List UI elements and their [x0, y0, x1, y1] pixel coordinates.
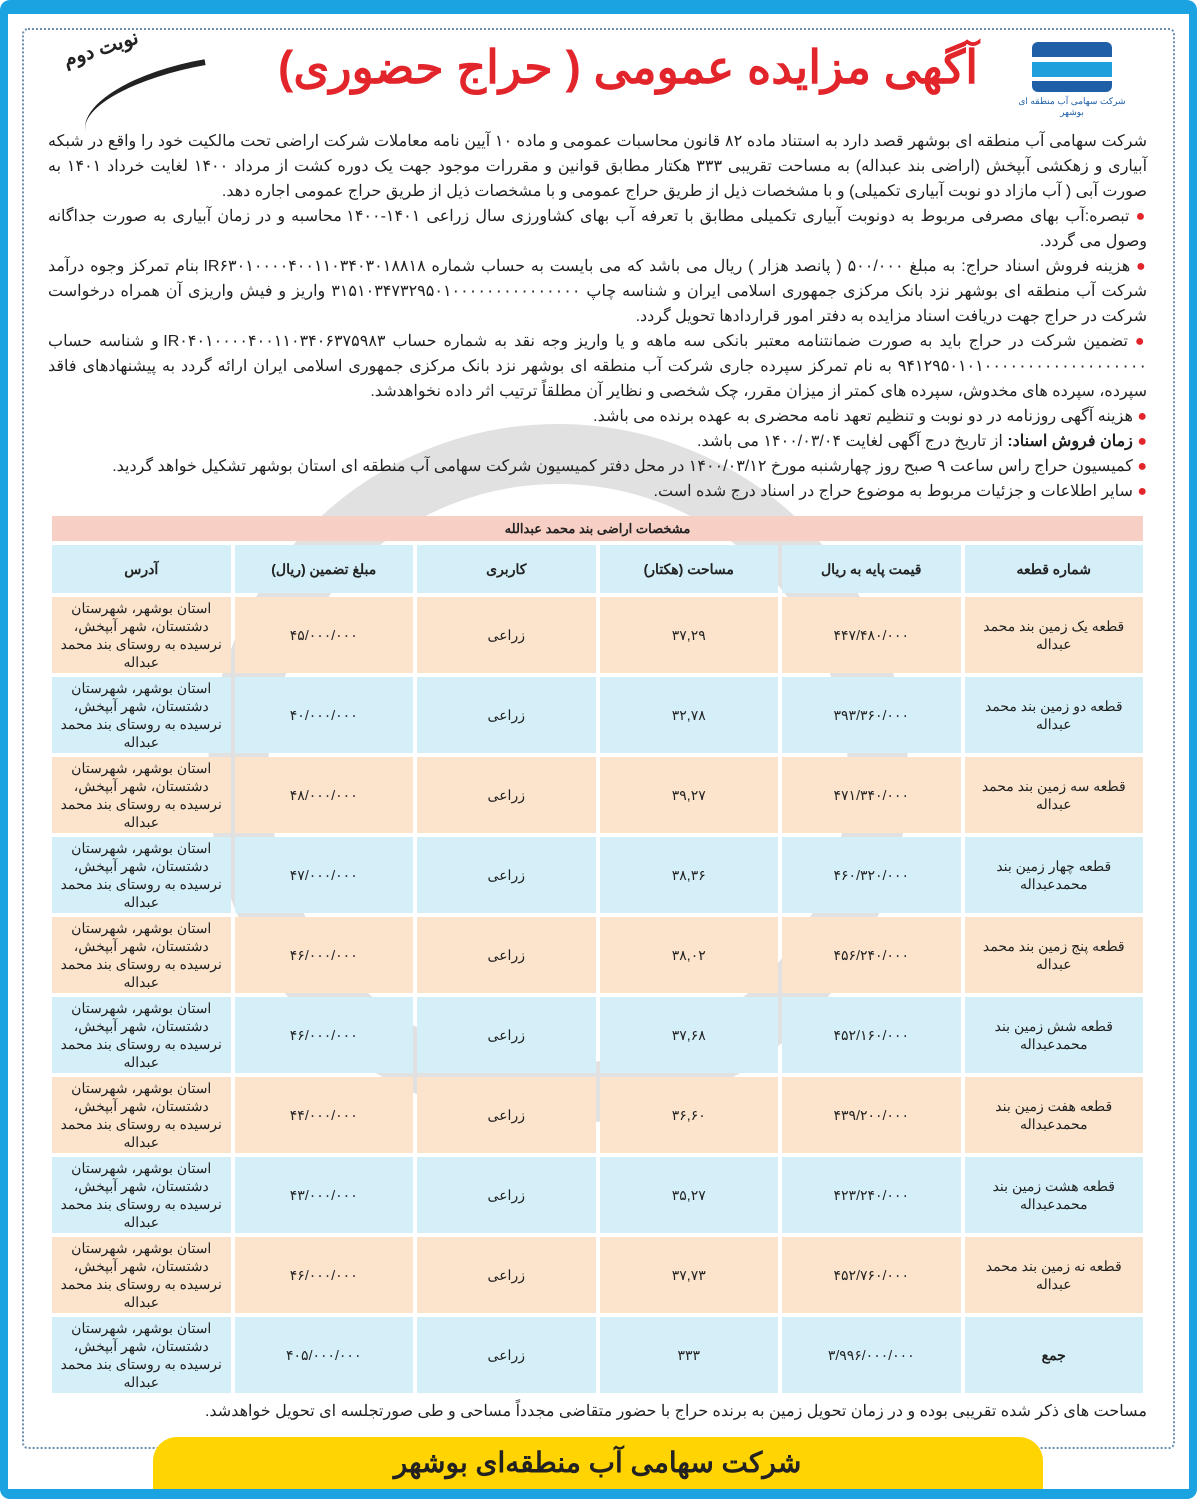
table-cell: ۴۲۳/۲۴۰/۰۰۰ — [782, 1157, 961, 1233]
logo-caption: شرکت سهامی آب منطقه ای بوشهر — [1018, 96, 1126, 117]
table-cell: ۴۶/۰۰۰/۰۰۰ — [235, 917, 414, 993]
table-cell: زراعی — [417, 677, 596, 753]
table-cell: ۴۷۱/۳۴۰/۰۰۰ — [782, 757, 961, 833]
table-cell: قطعه پنج زمین بند محمد عبداله — [965, 917, 1144, 993]
table-cell: استان بوشهر، شهرستان دشتستان، شهر آبپخش، نرسیده به روستای بند محمد عبداله — [52, 1157, 231, 1233]
footnote: مساحت های ذکر شده تقریبی بوده و در زمان تحویل زمین به برنده حراج با حضور متقاضی مجدداً مساحی و طی صورتجلسه ای تحویل خواهدشد. — [204, 1403, 1147, 1420]
table-cell: ۴۶/۰۰۰/۰۰۰ — [235, 997, 414, 1073]
table-cell: ۳۸,۳۶ — [600, 837, 779, 913]
intro-paragraph: شرکت سهامی آب منطقه ای بوشهر قصد دارد به استناد ماده ۸۲ قانون محاسبات عمومی و ماده ۱۰ آیین نامه معاملات شرکت اراضی تحت مالکیت خود را واقع در شبکه آبیاری و زهکشی آبپخش (اراضی بند عبداله) به مساحت تقریبی ۳۳۳ هکتار مطابق قوانین و مقررات موجود جهت یک دوره کشت از مرداد ۱۴۰۰ لغایت خرداد ۱۴۰۱ به صورت آبی ( آب مازاد دو نوبت آبیاری تکمیلی) و با مشخصات ذیل از طریق حراج عمومی و با مشخصات ذیل از طریق حراج عمومی اجاره دهد. — [48, 133, 1148, 200]
table-cell: ۴۶/۰۰۰/۰۰۰ — [235, 1237, 414, 1313]
table-cell: ۴۷/۰۰۰/۰۰۰ — [235, 837, 414, 913]
table-cell: قطعه چهار زمین بند محمدعبداله — [965, 837, 1144, 913]
table-cell: استان بوشهر، شهرستان دشتستان، شهر آبپخش، نرسیده به روستای بند محمد عبداله — [52, 837, 231, 913]
table-cell: ۴۶۰/۳۲۰/۰۰۰ — [782, 837, 961, 913]
table-cell: استان بوشهر، شهرستان دشتستان، شهر آبپخش، نرسیده به روستای بند محمد عبداله — [52, 597, 231, 673]
table-cell: ۴۴/۰۰۰/۰۰۰ — [235, 1077, 414, 1153]
table-row — [52, 1317, 1143, 1393]
bullet-item: ● کمیسیون حراج راس ساعت ۹ صبح روز چهارشنبه مورخ ۱۴۰۰/۰۳/۱۲ در محل دفتر کمیسیون شرکت سهامی آب منطقه ای استان بوشهر تشکیل خواهد گردید. — [112, 458, 1147, 475]
table-row — [52, 1077, 1143, 1153]
table-cell: ۳۹,۲۷ — [600, 757, 779, 833]
ad-content — [48, 129, 1147, 1423]
bullet-item: ● تضمین شرکت در حراج باید به صورت ضمانتنامه معتبر بانکی سه ماهه و یا واریز وجه نقد به شماره حساب IR۰۴۰۱۰۰۰۰۴۰۰۱۱۰۳۴۰۶۳۷۵۹۸۳ و شناسه حساب ۹۴۱۲۹۵۰۱۰۱۰۰۰۰۰۰۰۰۰۰۰۰۰۰۰۰۰۰۰ به نام تمرکز سپرده جاری شرکت آب منطقه ای بوشهر نزد بانک مرکزی جمهوری اسلامی ایران ارائه گردد به پیشنهادهای فاقد سپرده، سپرده های مخدوش، سپرده های کمتر از میزان مقرر، چک شخصی و نظایر آن مطلقاً ترتیب اثر داده نخواهدشد. — [48, 333, 1147, 400]
swoosh-decoration — [77, 59, 214, 131]
footer-company-name: شرکت سهامی آب منطقه‌ای بوشهر — [153, 1437, 1043, 1489]
table-cell: ۴۵/۰۰۰/۰۰۰ — [235, 597, 414, 673]
table-cell: قطعه دو زمین بند محمد عبداله — [965, 677, 1144, 753]
table-cell: قطعه سه زمین بند محمد عبداله — [965, 757, 1144, 833]
table-cell: استان بوشهر، شهرستان دشتستان، شهر آبپخش، نرسیده به روستای بند محمد عبداله — [52, 917, 231, 993]
table-row — [52, 757, 1143, 833]
table-cell: ۳۹۳/۳۶۰/۰۰۰ — [782, 677, 961, 753]
column-header: شماره قطعه — [965, 545, 1144, 593]
column-header: کاربری — [417, 545, 596, 593]
column-header: آدرس — [52, 545, 231, 593]
table-cell: ۳۷,۶۸ — [600, 997, 779, 1073]
land-table — [48, 512, 1147, 1397]
table-caption: مشخصات اراضی بند محمد عبدالله — [52, 516, 1143, 541]
table-cell: جمع — [965, 1317, 1144, 1393]
round-label: نوبت دوم — [60, 26, 142, 72]
table-cell: ۴۳/۰۰۰/۰۰۰ — [235, 1157, 414, 1233]
table-row — [52, 917, 1143, 993]
table-cell: ۴۵۲/۱۶۰/۰۰۰ — [782, 997, 961, 1073]
table-cell: ۴۳۹/۲۰۰/۰۰۰ — [782, 1077, 961, 1153]
table-cell: ۳۷,۲۹ — [600, 597, 779, 673]
table-row — [52, 997, 1143, 1073]
table-cell: ۴۴۷/۴۸۰/۰۰۰ — [782, 597, 961, 673]
table-row — [52, 677, 1143, 753]
column-header: قیمت پایه به ریال — [782, 545, 961, 593]
column-header: مساحت (هکتار) — [600, 545, 779, 593]
table-row — [52, 837, 1143, 913]
table-cell: ۳۵,۲۷ — [600, 1157, 779, 1233]
table-cell: زراعی — [417, 1157, 596, 1233]
table-cell: زراعی — [417, 757, 596, 833]
table-cell: زراعی — [417, 597, 596, 673]
bullet-item: ● سایر اطلاعات و جزئیات مربوط به موضوع حراج در اسناد درج شده است. — [653, 483, 1147, 500]
table-row — [52, 1237, 1143, 1313]
table-cell: ۳۳۳ — [600, 1317, 779, 1393]
table-cell: قطعه هشت زمین بند محمدعبداله — [965, 1157, 1144, 1233]
table-cell: استان بوشهر، شهرستان دشتستان، شهر آبپخش، نرسیده به روستای بند محمد عبداله — [52, 677, 231, 753]
column-header: مبلغ تضمین (ریال) — [235, 545, 414, 593]
table-cell: زراعی — [417, 1237, 596, 1313]
bullet-item: ● تبصره:آب بهای مصرفی مربوط به دونوبت آبیاری تکمیلی مطابق با تعرفه آب بهای کشاورزی سال زراعی ۱۴۰۱-۱۴۰۰ محاسبه و در زمان آبیاری به صورت جداگانه وصول می گردد. — [48, 208, 1147, 250]
table-cell: استان بوشهر، شهرستان دشتستان، شهر آبپخش، نرسیده به روستای بند محمد عبداله — [52, 757, 231, 833]
table-cell: ۴۰/۰۰۰/۰۰۰ — [235, 677, 414, 753]
bullet-item: ● هزینه فروش اسناد حراج: به مبلغ ۵۰۰/۰۰۰ ( پانصد هزار ) ریال می باشد که می بایست به حساب شماره IR۶۳۰۱۰۰۰۰۴۰۰۱۱۰۳۴۰۳۰۱۸۸۱۸ بنام تمرکز وجوه درآمد شرکت آب منطقه ای بوشهر نزد بانک مرکزی جمهوری اسلامی ایران و شناسه چاپ ۳۱۵۱۰۳۴۷۳۲۹۵۰۱۰۰۰۰۰۰۰۰۰۰۰۰۰۰۰ واریز و فیش واریزی آن همراه درخواست شرکت در حراج جهت دریافت اسناد مزایده به دفتر امور قراردادها تحویل گردد. — [48, 258, 1148, 325]
table-cell: ۴۰۵/۰۰۰/۰۰۰ — [235, 1317, 414, 1393]
table-cell: زراعی — [417, 997, 596, 1073]
table-cell: زراعی — [417, 1077, 596, 1153]
table-cell: استان بوشهر، شهرستان دشتستان، شهر آبپخش، نرسیده به روستای بند محمد عبداله — [52, 1317, 231, 1393]
table-cell: ۳۸,۰۲ — [600, 917, 779, 993]
table-cell: ۴۸/۰۰۰/۰۰۰ — [235, 757, 414, 833]
table-cell: ۴۵۲/۷۶۰/۰۰۰ — [782, 1237, 961, 1313]
table-cell: قطعه هفت زمین بند محمدعبداله — [965, 1077, 1144, 1153]
table-cell: قطعه نه زمین بند محمد عبداله — [965, 1237, 1144, 1313]
ad-body — [48, 129, 1147, 504]
table-cell: قطعه شش زمین بند محمدعبداله — [965, 997, 1144, 1073]
table-row — [52, 597, 1143, 673]
table-cell: استان بوشهر، شهرستان دشتستان، شهر آبپخش، نرسیده به روستای بند محمد عبداله — [52, 1237, 231, 1313]
bullet-item: ● زمان فروش اسناد: از تاریخ درج آگهی لغایت ۱۴۰۰/۰۳/۰۴ می باشد. — [697, 433, 1147, 450]
table-cell: زراعی — [417, 837, 596, 913]
table-cell: ۳۶,۶۰ — [600, 1077, 779, 1153]
table-cell: زراعی — [417, 1317, 596, 1393]
ad-title: آگهی مزایده عمومی ( حراج حضوری) — [278, 41, 978, 93]
company-logo — [1017, 42, 1127, 122]
table-cell: ۳/۹۹۶/۰۰۰/۰۰۰ — [782, 1317, 961, 1393]
table-cell: استان بوشهر، شهرستان دشتستان، شهر آبپخش، نرسیده به روستای بند محمد عبداله — [52, 997, 231, 1073]
table-cell: زراعی — [417, 917, 596, 993]
table-cell: قطعه یک زمین بند محمد عبداله — [965, 597, 1144, 673]
bullet-item: ● هزینه آگهی روزنامه در دو نوبت و تنظیم تعهد نامه محضری به عهده برنده می باشد. — [593, 408, 1147, 425]
table-cell: ۳۲,۷۸ — [600, 677, 779, 753]
table-cell: ۳۷,۷۳ — [600, 1237, 779, 1313]
table-cell: ۴۵۶/۲۴۰/۰۰۰ — [782, 917, 961, 993]
table-cell: استان بوشهر، شهرستان دشتستان، شهر آبپخش، نرسیده به روستای بند محمد عبداله — [52, 1077, 231, 1153]
water-logo-icon — [1032, 42, 1112, 92]
table-row — [52, 1157, 1143, 1233]
